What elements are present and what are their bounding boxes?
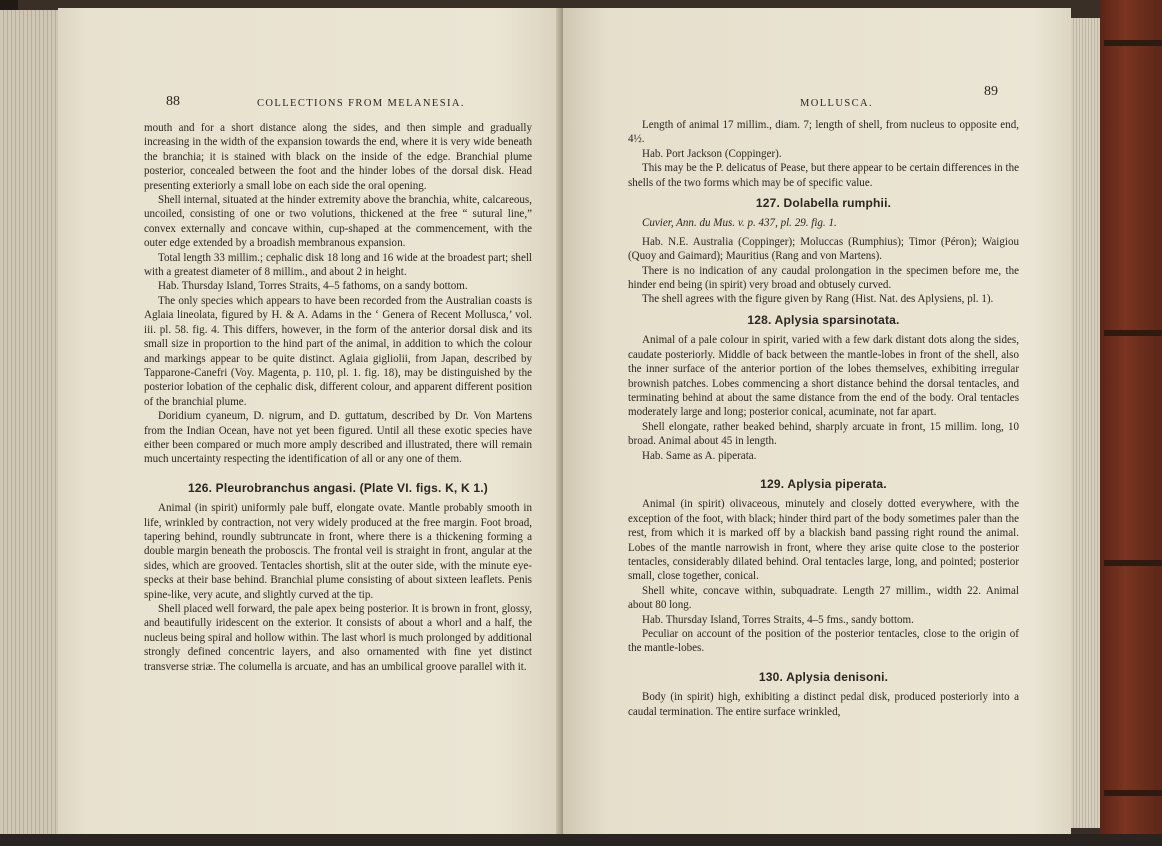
section-heading: 130. Aplysia denisoni.	[758, 669, 889, 684]
paragraph: There is no indication of any caudal prolongation in the specimen before me, the hinder end being (in spirit) very broad and obtusely curved.	[628, 264, 1019, 292]
right-page	[563, 8, 1071, 834]
paragraph: Shell placed well forward, the pale apex being posterior. It is brown in front, glossy, and beautifully iridescent on the exterior. It consists of about a whorl and a half, the nucleus being spiral and hollow within. The last whorl is much prolonged by additional strongly defined concentric layers, and also ornamented with fine yet distinct transverse striæ. The columella is arcuate, and has an umbilical groove parallel with it.	[144, 603, 532, 673]
left-page	[58, 8, 563, 834]
cover-band	[1104, 560, 1162, 566]
paragraph: Hab. N.E. Australia (Coppinger); Moluccas (Rumphius); Timor (Péron); Waigiou (Quoy and Gaimard); Mauritius (Rang and von Martens).	[628, 235, 1019, 263]
paragraph: Total length 33 millim.; cephalic disk 18 long and 16 wide at the broadest part; shell with a greatest diameter of 8 millim., and about 2 in height.	[144, 251, 532, 279]
paragraph: Shell internal, situated at the hinder extremity above the branchia, white, calcareous, uncoiled, consisting of one or two volutions, thickened at the free “ sutural line,” convex externally and concave within, cup-shaped at the commencement, with the outer edge extended by a broadish membranous expansion.	[144, 194, 532, 250]
paragraph: The shell agrees with the figure given by Rang (Hist. Nat. des Aplysiens, pl. 1).	[642, 293, 994, 306]
cover-band	[1104, 330, 1162, 336]
paragraph: Shell white, concave within, subquadrate. Length 27 millim., width 22. Animal about 80 long.	[628, 584, 1019, 612]
text-column	[628, 118, 1019, 719]
paragraph: This may be the P. delicatus of Pease, but there appear to be certain differences in the shells of the two forms which may be of specific value.	[628, 162, 1019, 189]
running-head: MOLLUSCA.	[800, 98, 873, 109]
paragraph: Shell elongate, rather beaked behind, sharply arcuate in front, 15 millim. long, 10 broad. Animal about 45 in length.	[628, 420, 1019, 448]
section-heading: 129. Aplysia piperata.	[760, 476, 887, 491]
paragraph: Hab. Port Jackson (Coppinger).	[642, 147, 782, 160]
right-page-edges	[1071, 18, 1101, 828]
page-number: 89	[984, 84, 998, 99]
running-head: COLLECTIONS FROM MELANESIA.	[257, 98, 465, 109]
cover-band	[1104, 40, 1162, 46]
paragraph: The only species which appears to have been recorded from the Australian coasts is Aglaia lineolata, figured by H. & A. Adams in the ‘ Genera of Recent Mollusca,’ vol. iii. pl. 58. fig. 4. This differs, however, in the form of the anterior dorsal disk and its small size in proportion to the hind part of the animal, in addition to which the colour and markings appear to be quite distinct. Aglaia gigliolii, from Japan, described by Tapparone-Canefri (Voy. Magenta, p. 110, pl. 1. fig. 18), may be distinguished by the posterior lobation of the cephalic disk, different colour, and apparent different position of the branchial plume.	[144, 294, 532, 408]
paragraph: Hab. Thursday Island, Torres Straits, 4–5 fms., sandy bottom.	[642, 613, 914, 626]
section-heading: 126. Pleurobranchus angasi. (Plate VI. figs. K, K 1.)	[187, 480, 489, 495]
page-number: 88	[166, 94, 180, 109]
paragraph: Animal (in spirit) olivaceous, minutely and closely dotted everywhere, with the exception of the foot, with black; hinder third part of the body sometimes paler than the rest, from which it is marked off by a blackish band passing right round the animal. Lobes of the mantle narrowish in front, where they arise quite close to the posterior tentacles, considerably dilated behind. Oral tentacles large, long, and pointed; posterior small, close together, conical.	[628, 498, 1019, 583]
paragraph: Hab. Thursday Island, Torres Straits, 4–5 fathoms, on a sandy bottom.	[158, 280, 468, 293]
right-cover	[1100, 0, 1162, 846]
paragraph: Animal of a pale colour in spirit, varied with a few dark distant dots along the sides, caudate posteriorly. Middle of back between the mantle-lobes in front of the shell, also the inner surface of the anterior portion of the lobes themselves, exhibiting irregular brownish patches. Lobes commencing a short distance behind the dorsal tentacles, and terminating behind at about the same distance from the end of the body. Oral tentacles moderately large and long; posterior conical, acuminate, not far apart.	[628, 334, 1019, 419]
paragraph: Hab. Same as A. piperata.	[642, 449, 757, 462]
paragraph: Length of animal 17 millim., diam. 7; length of shell, from nucleus to opposite end, 4½.	[628, 119, 1019, 146]
section-heading: 127. Dolabella rumphii.	[755, 196, 892, 211]
section-heading: 128. Aplysia sparsinotata.	[747, 312, 900, 327]
paragraph: Body (in spirit) high, exhibiting a distinct pedal disk, produced posteriorly into a caudal termination. The entire surface wrinkled,	[628, 691, 1019, 718]
paragraph: Doridium cyaneum, D. nigrum, and D. guttatum, described by Dr. Von Martens from the Indian Ocean, have not yet been figured. Until all these exotic species have either been compared or much more amply described and illustrated, there will remain much uncertainty respecting the identification of all or any one of them.	[144, 410, 532, 466]
paragraph: Peculiar on account of the position of the posterior tentacles, close to the origin of the mantle-lobes.	[628, 628, 1019, 655]
citation: Cuvier, Ann. du Mus. v. p. 437, pl. 29. fig. 1.	[642, 217, 837, 230]
text-column	[144, 121, 532, 674]
paragraph: Animal (in spirit) uniformly pale buff, elongate ovate. Mantle probably smooth in life, wrinkled by contraction, not very widely produced at the free margin. Foot broad, tapering behind, roundly subtruncate in front, where there is a thickening forming a double margin beneath the proboscis. The frontal veil is straight in front, angular at the sides, which are grooved. Tentacles shortish, slit at the outer side, with the minute eye-specks at their base behind. Branchial plume consisting of about sixteen leaflets. Penis spine-like, very acute, and slightly curved at the tip.	[144, 502, 532, 601]
paragraph: mouth and for a short distance along the sides, and then simple and gradually increasing in the width of the expansion towards the end, where it is very wide beneath the branchia; it is stained with black on the inside of the edge. Branchial plume posterior, concealed between the foot and the hinder lobes of the dorsal disk. Head presenting exteriorly a small lobe on each side the oral opening.	[144, 122, 532, 192]
bottom-shadow	[0, 834, 1162, 846]
cover-band	[1104, 790, 1162, 796]
